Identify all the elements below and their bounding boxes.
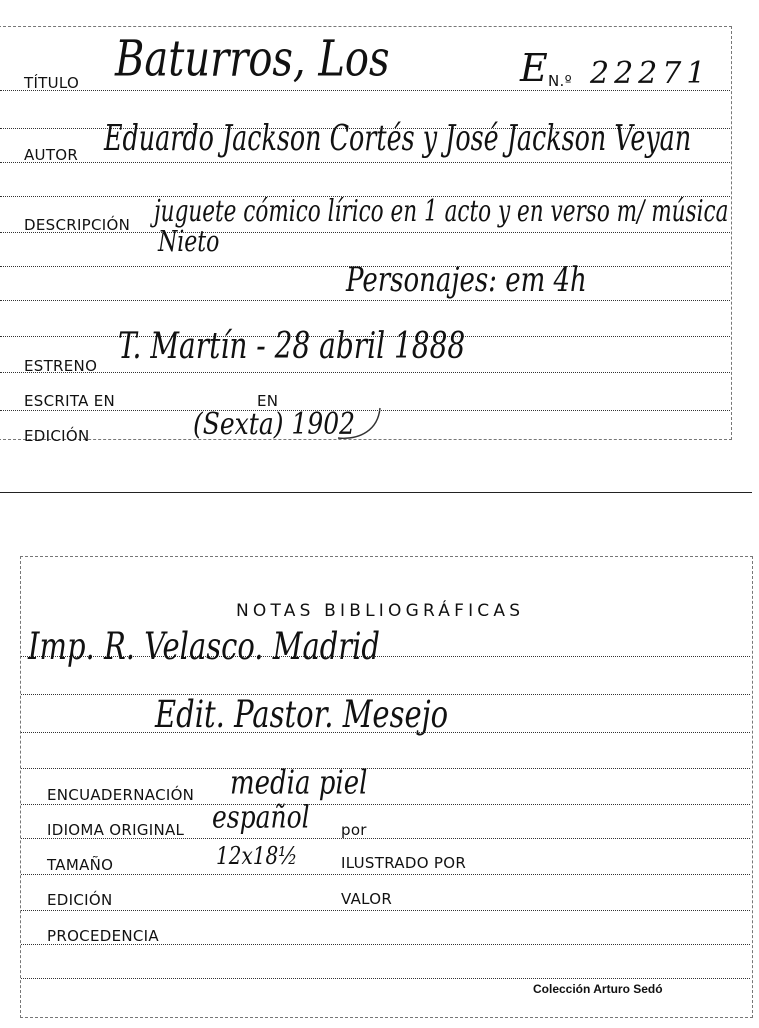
label-encuadernacion: ENCUADERNACIÓN bbox=[47, 786, 195, 804]
registry-number: 22271 bbox=[590, 56, 711, 91]
label-procedencia: PROCEDENCIA bbox=[47, 927, 159, 945]
value-descripcion-1: juguete cómico lírico en 1 acto y en verso m/ música bbox=[154, 195, 729, 229]
label-valor: VALOR bbox=[341, 890, 393, 908]
label-descripcion: DESCRIPCIÓN bbox=[24, 216, 131, 234]
value-titulo: Baturros, Los bbox=[115, 30, 390, 88]
label-autor: AUTOR bbox=[24, 146, 79, 164]
note-imprenta: Imp. R. Velasco. Madrid bbox=[28, 623, 380, 668]
value-encuadernacion: media piel bbox=[230, 764, 368, 802]
rule-line bbox=[21, 768, 750, 769]
value-idioma-original: español bbox=[212, 798, 310, 835]
label-titulo: TÍTULO bbox=[24, 74, 80, 92]
label-tamano: TAMAÑO bbox=[47, 856, 114, 874]
rule-line bbox=[21, 804, 750, 805]
value-tamano: 12x18½ bbox=[216, 841, 298, 870]
note-editorial: Edit. Pastor. Mesejo bbox=[155, 691, 449, 736]
label-escrita-en: ESCRITA EN bbox=[24, 392, 116, 410]
value-personajes: Personajes: em 4h bbox=[346, 261, 587, 300]
value-autor: Eduardo Jackson Cortés y José Jackson Veyan bbox=[104, 118, 692, 159]
label-estreno: ESTRENO bbox=[24, 357, 98, 375]
label-edicion-2: EDICIÓN bbox=[47, 891, 113, 909]
value-descripcion-2: Nieto bbox=[158, 226, 220, 259]
rule-line bbox=[0, 300, 730, 301]
label-idioma-original: IDIOMA ORIGINAL bbox=[47, 821, 185, 839]
punch-hole-mark bbox=[330, 400, 390, 450]
rule-line bbox=[21, 910, 750, 911]
value-estreno: T. Martín - 28 abril 1888 bbox=[118, 324, 466, 367]
registry-letter: E bbox=[520, 46, 548, 90]
label-edicion: EDICIÓN bbox=[24, 427, 90, 445]
notes-header: NOTAS BIBLIOGRÁFICAS bbox=[236, 601, 525, 621]
rule-line bbox=[0, 162, 730, 163]
value-edicion: (Sexta) 1902 bbox=[193, 406, 356, 441]
rule-line bbox=[21, 874, 750, 875]
rule-line bbox=[0, 372, 730, 373]
registry-no-label: N.º bbox=[548, 72, 572, 90]
label-en: EN bbox=[257, 392, 279, 410]
rule-line bbox=[21, 978, 750, 979]
colophon: Colección Arturo Sedó bbox=[533, 982, 663, 996]
card-divider bbox=[0, 492, 752, 493]
label-ilustrado-por: ILUSTRADO POR bbox=[341, 854, 467, 872]
label-por: por bbox=[341, 821, 367, 839]
